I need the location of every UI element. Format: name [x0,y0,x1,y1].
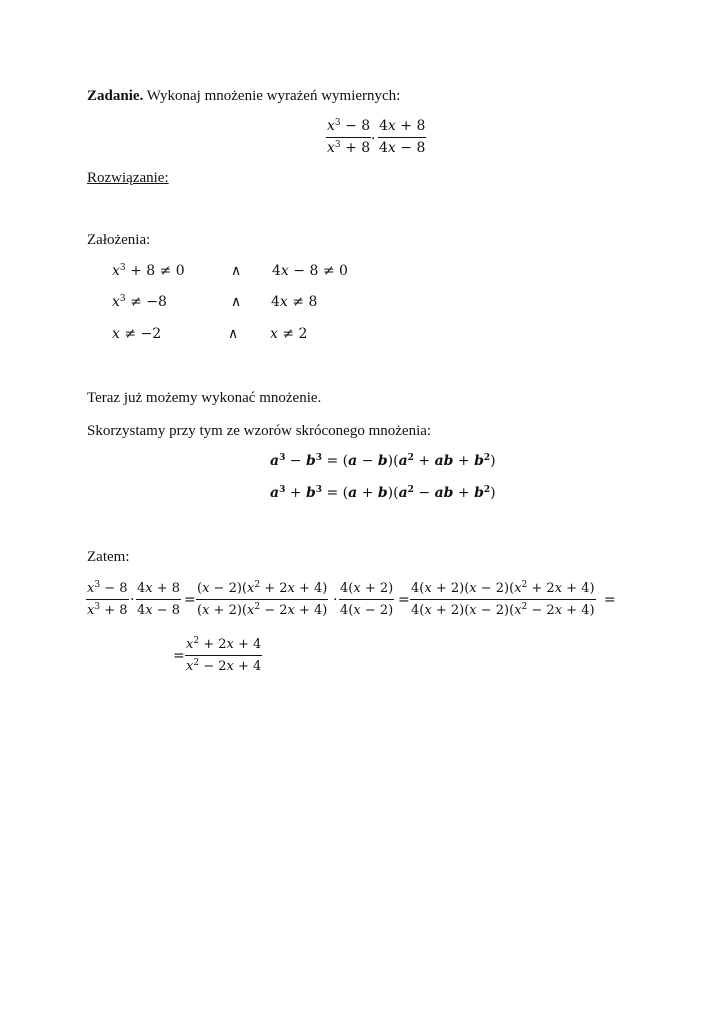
calc-fraction-3: $\frac{(x - 2)(x^2 + 2x + 4)}{(x + 2)(x^2 - 2x + 4)}$ [197,580,328,618]
equals-sign: = [173,648,185,664]
assumption-row-3-right: x ≠ 2 [270,326,308,342]
calc-fraction-4: $\frac{4(x + 2)}{4(x - 2)}$ [340,581,394,618]
assumption-row-1-left: $x^3 + 8 \ne 0$ [112,263,185,279]
task-label: Zadanie. [87,88,144,104]
task-fraction-2: $\frac{4x + 8}{4x - 8}$ [379,118,426,156]
assumptions-label: Założenia: [87,232,151,248]
dot-operator: · [371,131,376,147]
dot-operator: · [130,592,135,608]
calc-fraction-1: $\frac{x^3 - 8}{x^3 + 8}$ [87,580,128,618]
formula-sum-of-cubes: $a^3 + b^3 = (a + b)(a^2$ − ab + $b^2$) [270,485,496,501]
solution-label: Rozwiązanie: [87,170,169,186]
result-fraction: $\frac{x^2 + 2x + 4}{x^2 - 2x + 4}$ [186,636,262,674]
equals-sign: = [184,592,196,608]
and-operator: ∧ [228,326,239,342]
intro-multiply: Teraz już możemy wykonać mnożenie. [87,390,322,406]
and-operator: ∧ [231,263,242,279]
therefore-label: Zatem: [87,549,130,565]
calc-fraction-5: $\frac{4(x + 2)(x - 2)(x^2 + 2x + 4)}{4(x + 2)(x - 2)(x^2 - 2x + 4)}$ [411,580,595,618]
task-fraction-1: $\frac{x^3 - 8}{x^3 + 8}$ [327,118,371,156]
equals-sign: = [398,592,410,608]
intro-formulas: Skorzystamy przy tym ze wzorów skróconego mnożenia: [87,423,432,439]
calc-fraction-2: $\frac{4x + 8}{4x - 8}$ [137,581,181,618]
equals-sign: = [604,592,616,608]
task-line [87,87,400,105]
assumption-row-3-left: x ≠ −2 [112,326,162,342]
and-operator: ∧ [231,294,242,310]
task-text: Wykonaj mnożenie wyrażeń wymiernych: [146,88,401,104]
dot-operator: · [333,592,338,608]
assumption-row-2-right: 4x ≠ 8 [271,294,318,310]
formula-difference-of-cubes: $a^3 - b^3 = (a - b)(a^2$ + ab + $b^2$) [270,453,496,469]
assumption-row-1-right: 4x − 8 ≠ 0 [272,263,348,279]
assumption-row-2-left: $x^3 \ne -8$ [112,294,167,310]
